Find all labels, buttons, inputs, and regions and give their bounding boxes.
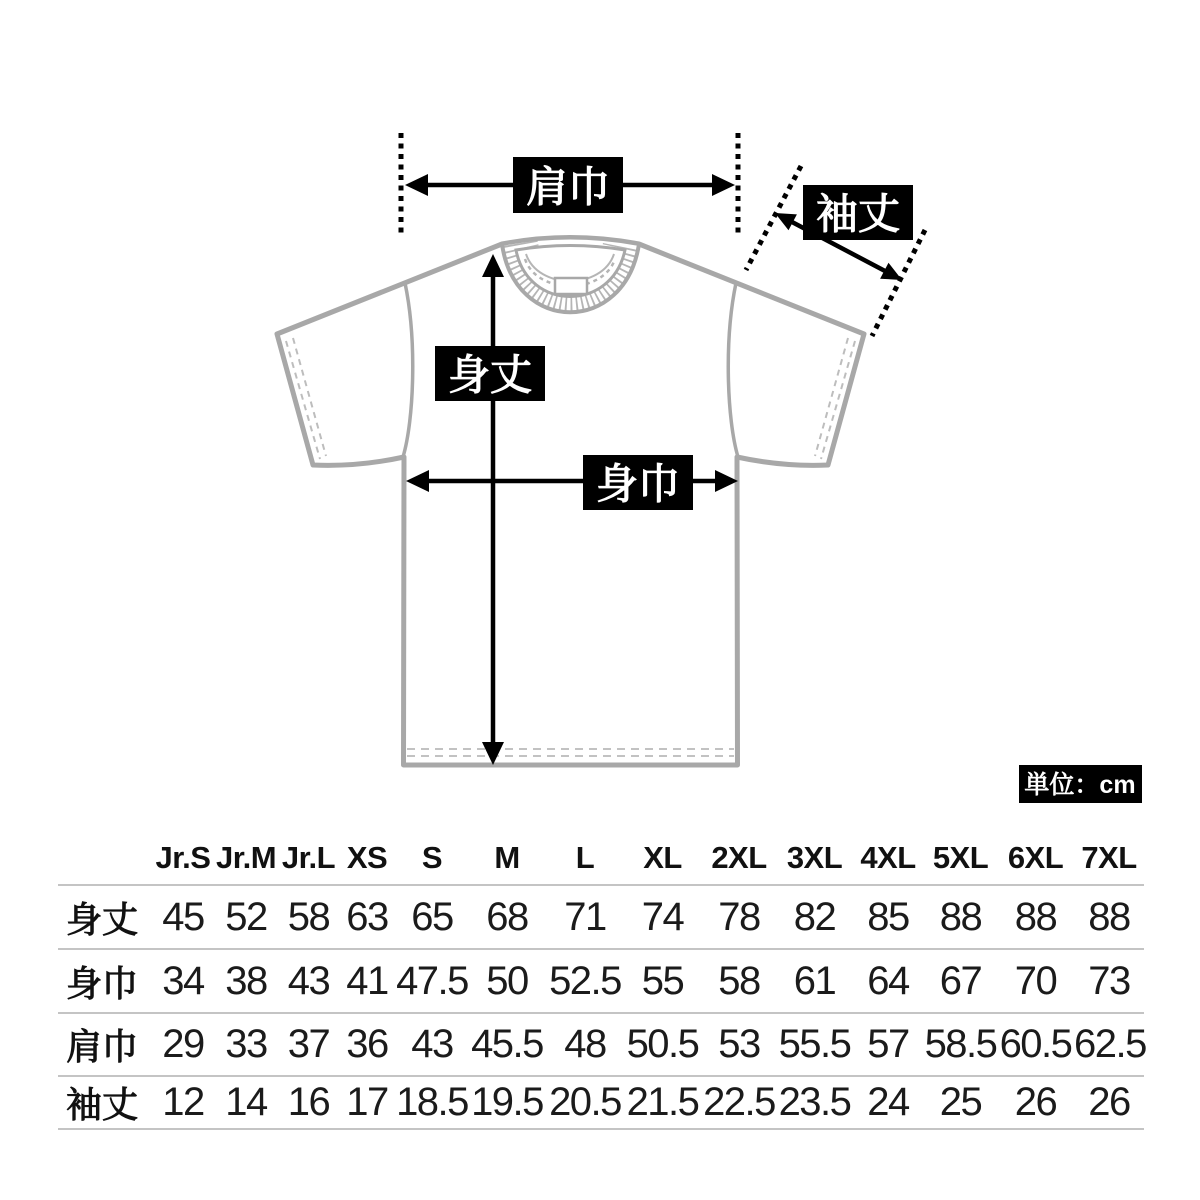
measurement-value-cell: 45.5 (471, 1022, 543, 1066)
measurement-value-cell: 25 (939, 1080, 982, 1124)
measurement-value-cell: 55 (641, 958, 684, 1003)
measurement-value-cell: 26 (1088, 1080, 1130, 1124)
body-width-label: 身巾 (595, 460, 681, 508)
sleeve-length-label: 袖丈 (815, 190, 901, 238)
sleeve-extent-dotted-line-lower (872, 230, 925, 336)
measurement-value-cell: 23.5 (778, 1080, 851, 1124)
unit-badge-label: 単位：cm (1024, 771, 1136, 799)
size-column-header: XL (643, 840, 682, 875)
size-table-row (58, 1013, 1144, 1076)
measurement-value-cell: 65 (411, 894, 453, 939)
size-column-header: Jr.L (281, 840, 336, 875)
tshirt-outline (277, 238, 864, 766)
measurement-value-cell: 43 (411, 1022, 453, 1066)
measurement-value-cell: 74 (641, 894, 684, 939)
measurement-value-cell: 18.5 (396, 1080, 468, 1124)
size-table-corner-cell (58, 832, 153, 885)
measurement-value-cell: 60.5 (999, 1022, 1072, 1066)
size-column-header: 5XL (932, 840, 989, 875)
measurement-value-cell: 88 (939, 894, 982, 939)
size-table-header (58, 832, 1144, 885)
size-column-header: 4XL (860, 840, 916, 875)
size-table-row (58, 1076, 1144, 1129)
measurement-row-label: 袖丈 (66, 1084, 139, 1125)
size-table-row (58, 885, 1144, 949)
measurement-value-cell: 71 (564, 894, 606, 939)
measurement-value-cell: 88 (1014, 894, 1057, 939)
measurement-value-cell: 43 (287, 958, 330, 1003)
size-header-row (58, 832, 1144, 885)
measurement-value-cell: 22.5 (703, 1080, 775, 1124)
measurement-row-label: 身丈 (66, 898, 139, 940)
shoulder-width-label: 肩巾 (525, 163, 611, 211)
measurement-value-cell: 52.5 (549, 958, 621, 1003)
measurement-value-cell: 34 (162, 958, 204, 1003)
arrowhead-left (405, 174, 428, 196)
measurement-value-cell: 58 (287, 894, 330, 939)
measurement-value-cell: 82 (793, 894, 836, 939)
body-length-label: 身丈 (447, 351, 533, 399)
size-table-row (58, 949, 1144, 1013)
measurement-value-cell: 37 (287, 1022, 330, 1066)
size-column-header: 7XL (1081, 840, 1137, 875)
measurement-value-cell: 73 (1088, 958, 1130, 1003)
size-column-header: 2XL (711, 840, 767, 875)
measurement-value-cell: 58.5 (924, 1022, 997, 1066)
measurement-row-label: 肩巾 (66, 1026, 139, 1067)
measurement-value-cell: 68 (486, 894, 528, 939)
measurement-value-cell: 16 (287, 1080, 330, 1124)
measurement-value-cell: 17 (346, 1080, 388, 1124)
arrowhead-right (712, 174, 735, 196)
measurement-value-cell: 70 (1014, 958, 1057, 1003)
measurement-value-cell: 61 (793, 958, 836, 1003)
measurement-value-cell: 52 (225, 894, 267, 939)
size-table-section (58, 832, 1144, 1130)
measurement-value-cell: 26 (1014, 1080, 1057, 1124)
size-column-header: Jr.M (215, 840, 277, 875)
measurement-value-cell: 88 (1088, 894, 1130, 939)
measurement-value-cell: 12 (162, 1080, 204, 1124)
size-column-header: XS (346, 840, 388, 875)
measurement-value-cell: 38 (225, 958, 267, 1003)
measurement-value-cell: 24 (867, 1080, 909, 1124)
measurement-value-cell: 21.5 (626, 1080, 699, 1124)
measurement-value-cell: 63 (346, 894, 388, 939)
measurement-value-cell: 14 (225, 1080, 267, 1124)
size-column-header: S (421, 840, 443, 875)
measurement-value-cell: 67 (939, 958, 982, 1003)
size-column-header: 3XL (786, 840, 843, 875)
measurement-value-cell: 29 (162, 1022, 204, 1066)
measurement-value-cell: 85 (867, 894, 909, 939)
measurement-value-cell: 53 (718, 1022, 760, 1066)
size-spec-table (58, 832, 1144, 1130)
measurement-value-cell: 78 (718, 894, 760, 939)
tshirt-body-shape (277, 238, 864, 766)
measurement-value-cell: 48 (564, 1022, 606, 1066)
measurement-value-cell: 50 (486, 958, 528, 1003)
measurement-value-cell: 41 (346, 958, 388, 1003)
size-table-body (58, 885, 1144, 1129)
size-column-header: L (575, 840, 595, 875)
size-column-header: Jr.S (155, 840, 211, 875)
measurement-value-cell: 45 (162, 894, 204, 939)
measurement-value-cell: 33 (225, 1022, 267, 1066)
measurement-value-cell: 36 (346, 1022, 388, 1066)
measurement-value-cell: 20.5 (549, 1080, 621, 1124)
measurement-value-cell: 50.5 (626, 1022, 699, 1066)
measurement-value-cell: 55.5 (778, 1022, 851, 1066)
measurement-value-cell: 57 (867, 1022, 909, 1066)
collar-tag (555, 278, 587, 294)
size-column-header: 6XL (1007, 840, 1064, 875)
measurement-value-cell: 58 (718, 958, 760, 1003)
measurement-value-cell: 62.5 (1074, 1022, 1146, 1066)
measurement-row-label: 身巾 (66, 962, 139, 1004)
size-column-header: M (494, 840, 520, 875)
measurement-value-cell: 19.5 (471, 1080, 543, 1124)
measurement-value-cell: 64 (867, 958, 909, 1003)
measurement-value-cell: 47.5 (396, 958, 468, 1003)
